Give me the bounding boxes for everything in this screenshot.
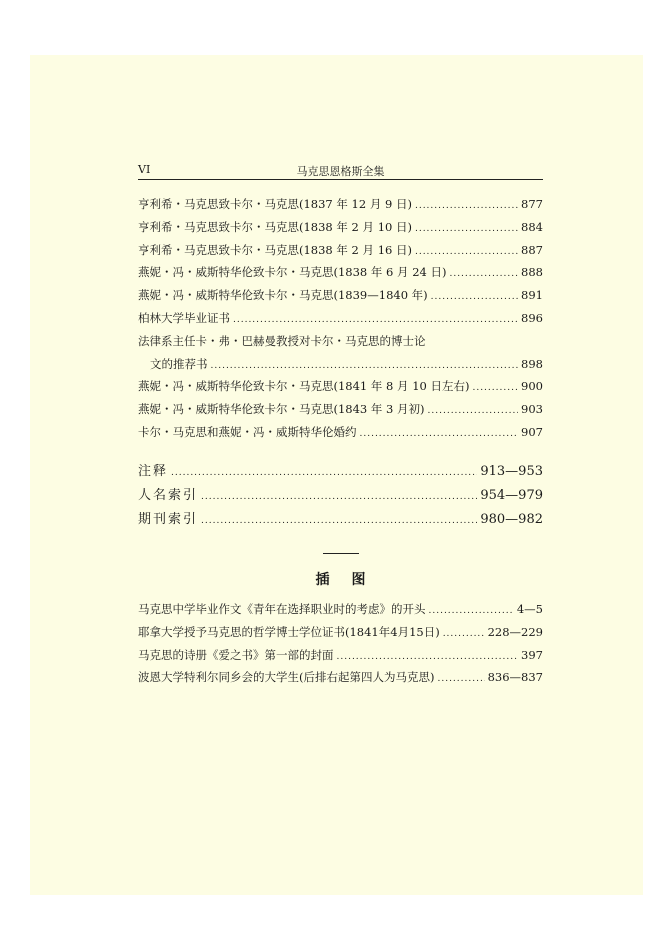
leader-dots [472, 377, 518, 400]
leader-dots [201, 509, 477, 533]
entry-title: 燕妮・冯・威斯特华伦致卡尔・马克思(1838 年 6 月 24 日) [138, 265, 447, 280]
entry-page: 877 [521, 197, 543, 211]
toc-entry [138, 621, 543, 644]
leader-dots [428, 400, 519, 423]
running-header [138, 161, 543, 180]
toc-entry [138, 307, 543, 330]
entry-page: 397 [521, 647, 543, 662]
illustrations-heading: 插图 [315, 572, 388, 588]
entry-title: 人名索引 [138, 488, 199, 503]
entry-page: 884 [521, 219, 543, 234]
toc-entry-continued [138, 330, 543, 353]
entry-page: 891 [521, 288, 543, 303]
leader-dots [443, 623, 485, 646]
entry-title: 马克思的诗册《爱之书》第一部的封面 [138, 647, 334, 662]
leader-dots [449, 263, 518, 286]
entry-page: 907 [521, 424, 543, 439]
leader-dots [437, 668, 484, 691]
leader-dots [429, 600, 514, 623]
document-page [30, 55, 643, 895]
toc-entry [138, 460, 543, 484]
entry-page: 896 [521, 310, 543, 325]
toc-entry [138, 484, 543, 508]
leader-dots [415, 195, 518, 218]
entry-title: 马克思中学毕业作文《青年在选择职业时的考虑》的开头 [138, 602, 426, 616]
entry-page: 980—982 [480, 512, 543, 527]
illustrations-list [138, 598, 543, 689]
entry-page: 900 [521, 379, 543, 394]
entry-title: 卡尔・马克思和燕妮・冯・威斯特华伦婚约 [138, 424, 357, 439]
toc-entry [138, 598, 543, 621]
leader-dots [337, 646, 519, 669]
leader-dots [171, 461, 477, 485]
entry-title: 燕妮・冯・威斯特华伦致卡尔・马克思(1841 年 8 月 10 日左右) [138, 379, 470, 394]
entry-page: 836—837 [487, 670, 543, 685]
entry-page: 898 [521, 356, 543, 371]
entry-title: 注释 [138, 464, 169, 479]
leader-dots [415, 218, 518, 241]
letters-list [138, 193, 543, 444]
toc-entry [138, 375, 543, 398]
leader-dots [201, 485, 477, 509]
toc-entry [138, 284, 543, 307]
leader-dots [233, 309, 518, 332]
entry-title: 柏林大学毕业证书 [138, 310, 230, 325]
entry-title: 文的推荐书 [150, 356, 208, 371]
toc-entry [138, 398, 543, 421]
entry-page: 913—953 [480, 464, 543, 479]
entry-page: 888 [521, 265, 543, 280]
entry-title: 波恩大学特利尔同乡会的大学生(后排右起第四人为马克思) [138, 670, 435, 685]
leader-dots [211, 355, 519, 378]
entry-title: 亨利希・马克思致卡尔・马克思(1837 年 12 月 9 日) [138, 197, 412, 211]
toc-entry [138, 193, 543, 216]
leader-dots [415, 241, 518, 264]
appendix-list [138, 460, 543, 532]
entry-title: 期刊索引 [138, 512, 199, 527]
toc-entry [138, 239, 543, 262]
book-title: 马克思恩格斯全集 [296, 165, 385, 178]
entry-title: 亨利希・马克思致卡尔・马克思(1838 年 2 月 10 日) [138, 219, 412, 234]
entry-title: 耶拿大学授予马克思的哲学博士学位证书(1841年4月15日) [138, 624, 440, 639]
toc-entry [138, 216, 543, 239]
entry-title: 燕妮・冯・威斯特华伦致卡尔・马克思(1839—1840 年) [138, 288, 428, 303]
entry-page: 4—5 [516, 602, 543, 616]
entry-page: 228—229 [487, 624, 543, 639]
leader-dots [360, 423, 519, 446]
toc-entry [138, 261, 543, 284]
entry-page: 887 [521, 242, 543, 257]
toc-entry [138, 508, 543, 532]
toc-entry [138, 666, 543, 689]
page-number: VI [138, 163, 151, 176]
toc-entry [138, 353, 543, 376]
entry-title: 法律系主任卡・弗・巴赫曼教授对卡尔・马克思的博士论 [138, 333, 426, 348]
leader-dots [431, 286, 518, 309]
entry-title: 亨利希・马克思致卡尔・马克思(1838 年 2 月 16 日) [138, 242, 412, 257]
toc-entry [138, 421, 543, 444]
entry-title: 燕妮・冯・威斯特华伦致卡尔・马克思(1843 年 3 月初) [138, 402, 425, 417]
toc-entry [138, 644, 543, 667]
entry-page: 903 [521, 402, 543, 417]
section-divider [323, 553, 359, 554]
entry-page: 954—979 [480, 488, 543, 503]
